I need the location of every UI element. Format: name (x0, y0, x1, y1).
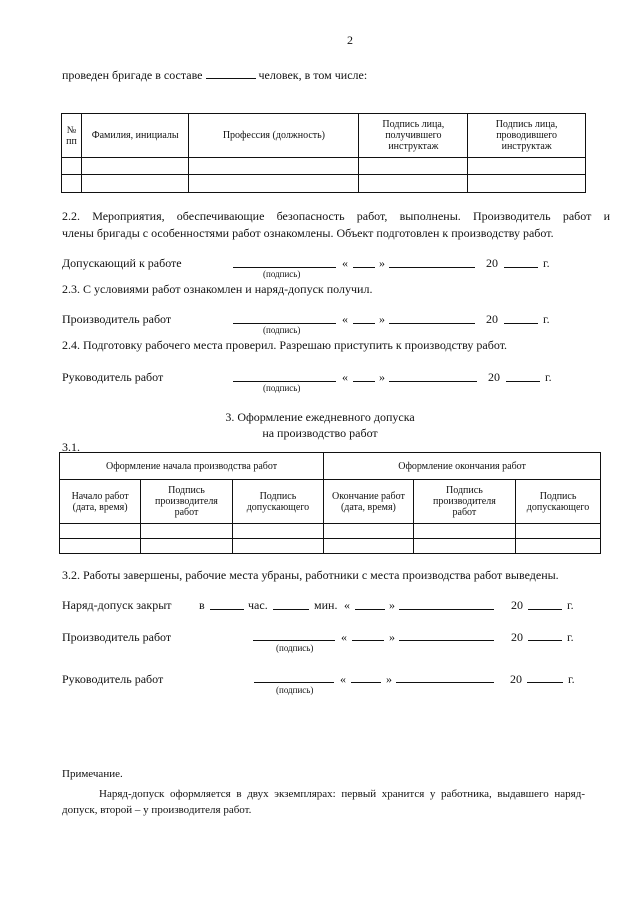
closed-hours-label: час. (248, 598, 268, 612)
header-name: Фамилия, инициалы (81, 114, 188, 158)
sec32-manager-quote-open: « (340, 672, 346, 686)
sec24-year-prefix: 20 (488, 370, 500, 384)
sec32-manager-signature-line[interactable] (254, 682, 334, 683)
sec32-manager-role: Руководитель работ (62, 672, 164, 686)
sec31-label: 3.1. (62, 440, 80, 454)
brigade-text-after: человек, в том числе: (258, 68, 368, 82)
sec32-producer-quote-close: » (389, 630, 395, 644)
sec32-producer-signature-line[interactable] (253, 640, 335, 641)
sec22-signature-line[interactable] (233, 267, 336, 268)
sec23-year-prefix: 20 (486, 312, 498, 326)
closed-year-suffix: г. (567, 598, 574, 612)
header-profession: Профессия (должность) (189, 114, 359, 158)
sec22-line1: 2.2. Мероприятия, обеспечивающие безопасность работ, выполнены. Производитель работ и (62, 209, 610, 223)
sec24-quote-open: « (342, 370, 348, 384)
sec23-quote-close: » (379, 312, 385, 326)
sec32-manager-day-field[interactable] (351, 682, 381, 683)
brigade-count-field[interactable] (206, 67, 256, 79)
header-conducted-signature: Подпись лица, проводившего инструктаж (468, 114, 586, 158)
sec24-year-suffix: г. (545, 370, 552, 384)
sec24-day-field[interactable] (353, 381, 375, 382)
sec23-month-field[interactable] (389, 323, 475, 324)
sec22-quote-close: » (379, 256, 385, 270)
sec3-title-line1: 3. Оформление ежедневного допуска (225, 410, 415, 424)
sec24-signature-caption: (подпись) (263, 383, 301, 393)
sec22-role: Допускающий к работе (62, 256, 182, 270)
note-line1: Наряд-допуск оформляется в двух экземплярах: первый хранится у работника, выдавшего наряд- (99, 788, 585, 800)
closed-quote-open: « (344, 598, 350, 612)
sec22-year-suffix: г. (543, 256, 550, 270)
sec32-manager-quote-close: » (386, 672, 392, 686)
header-received-signature: Подпись лица, получившего инструктаж (359, 114, 468, 158)
col-start-producer-signature: Подпись производителя работ (141, 480, 233, 524)
page-number: 2 (347, 33, 353, 47)
table-row (62, 175, 586, 193)
closed-year-prefix: 20 (511, 598, 523, 612)
sec22-signature-caption: (подпись) (263, 269, 301, 279)
sec32-producer-signature-caption: (подпись) (276, 643, 314, 653)
note-label: Примечание. (62, 768, 123, 780)
sec32-producer-year-prefix: 20 (511, 630, 523, 644)
col-end-producer-signature: Подпись производителя работ (413, 480, 515, 524)
table-row (60, 524, 601, 539)
sec22-month-field[interactable] (389, 267, 475, 268)
col-end-admitter-signature: Подпись допускающего (516, 480, 601, 524)
closed-day-field[interactable] (355, 609, 385, 610)
group-start-header: Оформление начала производства работ (60, 453, 324, 480)
sec24-year-field[interactable] (506, 381, 540, 382)
sec22-quote-open: « (342, 256, 348, 270)
closed-minutes-field[interactable] (273, 609, 309, 610)
col-end-datetime: Окончание работ (дата, время) (324, 480, 414, 524)
sec24-quote-close: » (379, 370, 385, 384)
sec24-signature-line[interactable] (233, 381, 336, 382)
sec32-manager-year-suffix: г. (568, 672, 575, 686)
sec24-role: Руководитель работ (62, 370, 164, 384)
sec32-text: 3.2. Работы завершены, рабочие места убраны, работники с места производства работ выведены. (62, 568, 559, 582)
brigade-text-before: проведен бригаде в составе (62, 68, 203, 82)
sec23-day-field[interactable] (353, 323, 375, 324)
sec23-signature-line[interactable] (233, 323, 336, 324)
briefing-table (61, 113, 586, 193)
sec23-year-field[interactable] (504, 323, 538, 324)
sec32-producer-year-field[interactable] (528, 640, 562, 641)
col-start-admitter-signature: Подпись допускающего (232, 480, 323, 524)
daily-admission-table (59, 452, 601, 554)
note-line2: допуск, второй – у производителя работ. (62, 804, 252, 816)
sec24-month-field[interactable] (389, 381, 477, 382)
sec23-quote-open: « (342, 312, 348, 326)
sec3-title-line2: на производство работ (262, 426, 378, 440)
sec32-producer-quote-open: « (341, 630, 347, 644)
closed-quote-close: » (389, 598, 395, 612)
sec32-producer-role: Производитель работ (62, 630, 172, 644)
brigade-line (62, 67, 367, 83)
group-end-header: Оформление окончания работ (324, 453, 601, 480)
col-start-datetime: Начало работ (дата, время) (60, 480, 141, 524)
sec22-year-prefix: 20 (486, 256, 498, 270)
sec24-text: 2.4. Подготовку рабочего места проверил. Разрешаю приступить к производству работ. (62, 338, 508, 352)
closed-v: в (199, 598, 205, 612)
sec23-year-suffix: г. (543, 312, 550, 326)
closed-hours-field[interactable] (210, 609, 244, 610)
closed-year-field[interactable] (528, 609, 562, 610)
sec32-producer-month-field[interactable] (399, 640, 494, 641)
table-row (62, 158, 586, 175)
sec23-role: Производитель работ (62, 312, 172, 326)
sec32-manager-signature-caption: (подпись) (276, 685, 314, 695)
closed-minutes-label: мин. (314, 598, 338, 612)
header-number: № пп (62, 114, 82, 158)
sec23-text: 2.3. С условиями работ ознакомлен и наряд-допуск получил. (62, 282, 373, 296)
closed-label: Наряд-допуск закрыт (62, 598, 172, 612)
sec23-signature-caption: (подпись) (263, 325, 301, 335)
table-row (60, 539, 601, 554)
closed-month-field[interactable] (399, 609, 494, 610)
sec22-year-field[interactable] (504, 267, 538, 268)
sec32-producer-day-field[interactable] (352, 640, 384, 641)
sec32-manager-year-prefix: 20 (510, 672, 522, 686)
sec32-manager-year-field[interactable] (527, 682, 563, 683)
sec22-line2: члены бригады с особенностями работ ознакомлены. Объект подготовлен к производству работ. (62, 226, 554, 240)
sec32-producer-year-suffix: г. (567, 630, 574, 644)
sec22-day-field[interactable] (353, 267, 375, 268)
sec32-manager-month-field[interactable] (396, 682, 494, 683)
